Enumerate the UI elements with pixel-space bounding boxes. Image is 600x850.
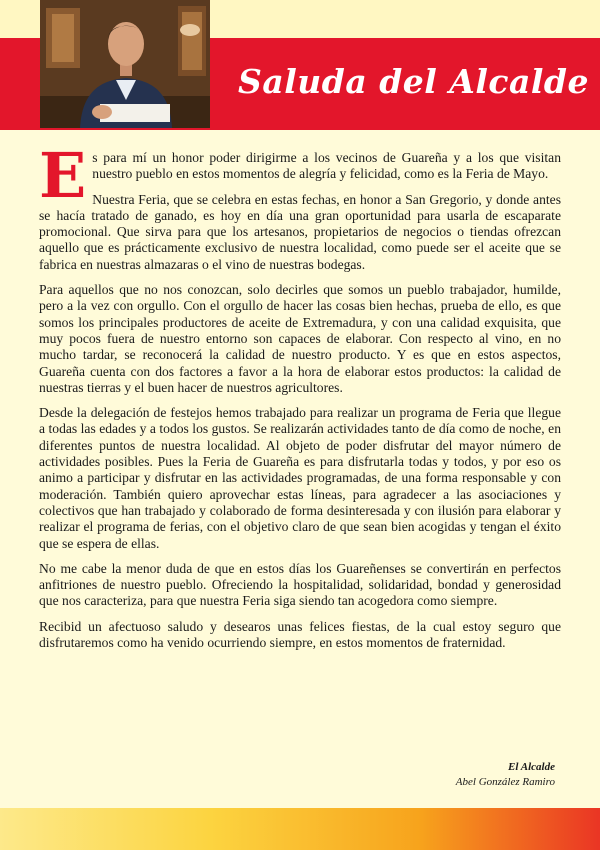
signature bbox=[456, 760, 555, 790]
paragraph-6: Recibid un afectuoso saludo y desearos unas felices fiestas, de la cual estoy seguro que disfrutaremos como ha venido ocurriendo siempre, en estos momentos de fraternidad. bbox=[39, 618, 561, 651]
paragraph-4: Desde la delegación de festejos hemos trabajado para realizar un programa de Feria que llegue a todas las edades y a todos los gustos. Se realizarán actividades tanto de día como de noche, en diferentes puntos de nuestra localidad. Al objeto de poder disfrutar del mayor número de actividades posibles. Pues la Feria de Guareña es para disfrutarla todas y todos, y por eso os animo a participar y disfrutar en las actividades programadas, de una forma responsable y con moderación. También quiero aprovechar estas líneas, para agradecer a las asociaciones y colectivos que han trabajado y colaborado de forma desinteresada y con ilusión para elaborar y realizar el programa de ferias, con el objetivo claro de que sean bien acogidas y tengan el éxito que se espera de ellas. bbox=[39, 405, 561, 551]
paragraph-5: No me cabe la menor duda de que en estos días los Guareñenses se convertirán en perfectos anfitriones de nuestro pueblo. Ofreciendo la hospitalidad, solidaridad, bondad y generosidad que nos caracteriza, para que nuestra Feria siga siendo tan acogedora como siempre. bbox=[39, 560, 561, 609]
paragraph-1-text: s para mí un honor poder dirigirme a los vecinos de Guareña y a los que visitan nuestro pueblo en estos momentos de alegría y felicidad, como es la Feria de Mayo. bbox=[92, 150, 561, 182]
signature-name: Abel González Ramiro bbox=[455, 776, 555, 788]
page-title: Saluda del Alcalde bbox=[238, 62, 590, 101]
paragraph-3: Para aquellos que no nos conozcan, solo decirles que somos un pueblo trabajador, humilde, pero a la vez con orgullo. Con el orgullo de hacer las cosas bien hechas, prueba de ello, es que somos los principales productores de aceite de Extremadura, y con una calidad exquisita, que muy pocos fuera de nuestro entorno son capaces de elaborar. Con respecto al vino, en no mucho tardar, se reconocerá la calidad de nuestro producto. Y es que en estos aspectos, Guareña cuenta con dos factores a favor a la hora de elaborar estos productos: la calidad de nuestras tierras y el buen hacer de nuestros agricultores. bbox=[39, 282, 561, 395]
paragraph-1 bbox=[39, 139, 561, 212]
signature-title: El Alcalde bbox=[508, 761, 555, 773]
drop-cap: E bbox=[39, 139, 87, 212]
mayor-portrait-icon bbox=[40, 0, 210, 128]
letter-body bbox=[39, 139, 561, 660]
paragraph-2: Nuestra Feria, que se celebra en estas fechas, en honor a San Gregorio, y donde antes se hacía tratado de ganado, es hoy en día una gran oportunidad para usarla de escaparate promocional. Que sirva para que los artesanos, propietarios de negocios o tiendas ofrezcan aquello que es prácticamente exclusivo de nuestra localidad, como puede ser el aceite que se fabrica en nuestras almazaras o el vino de nuestras bodegas. bbox=[39, 191, 561, 272]
mayor-photo bbox=[40, 0, 210, 128]
bottom-gradient-bar bbox=[0, 808, 600, 850]
